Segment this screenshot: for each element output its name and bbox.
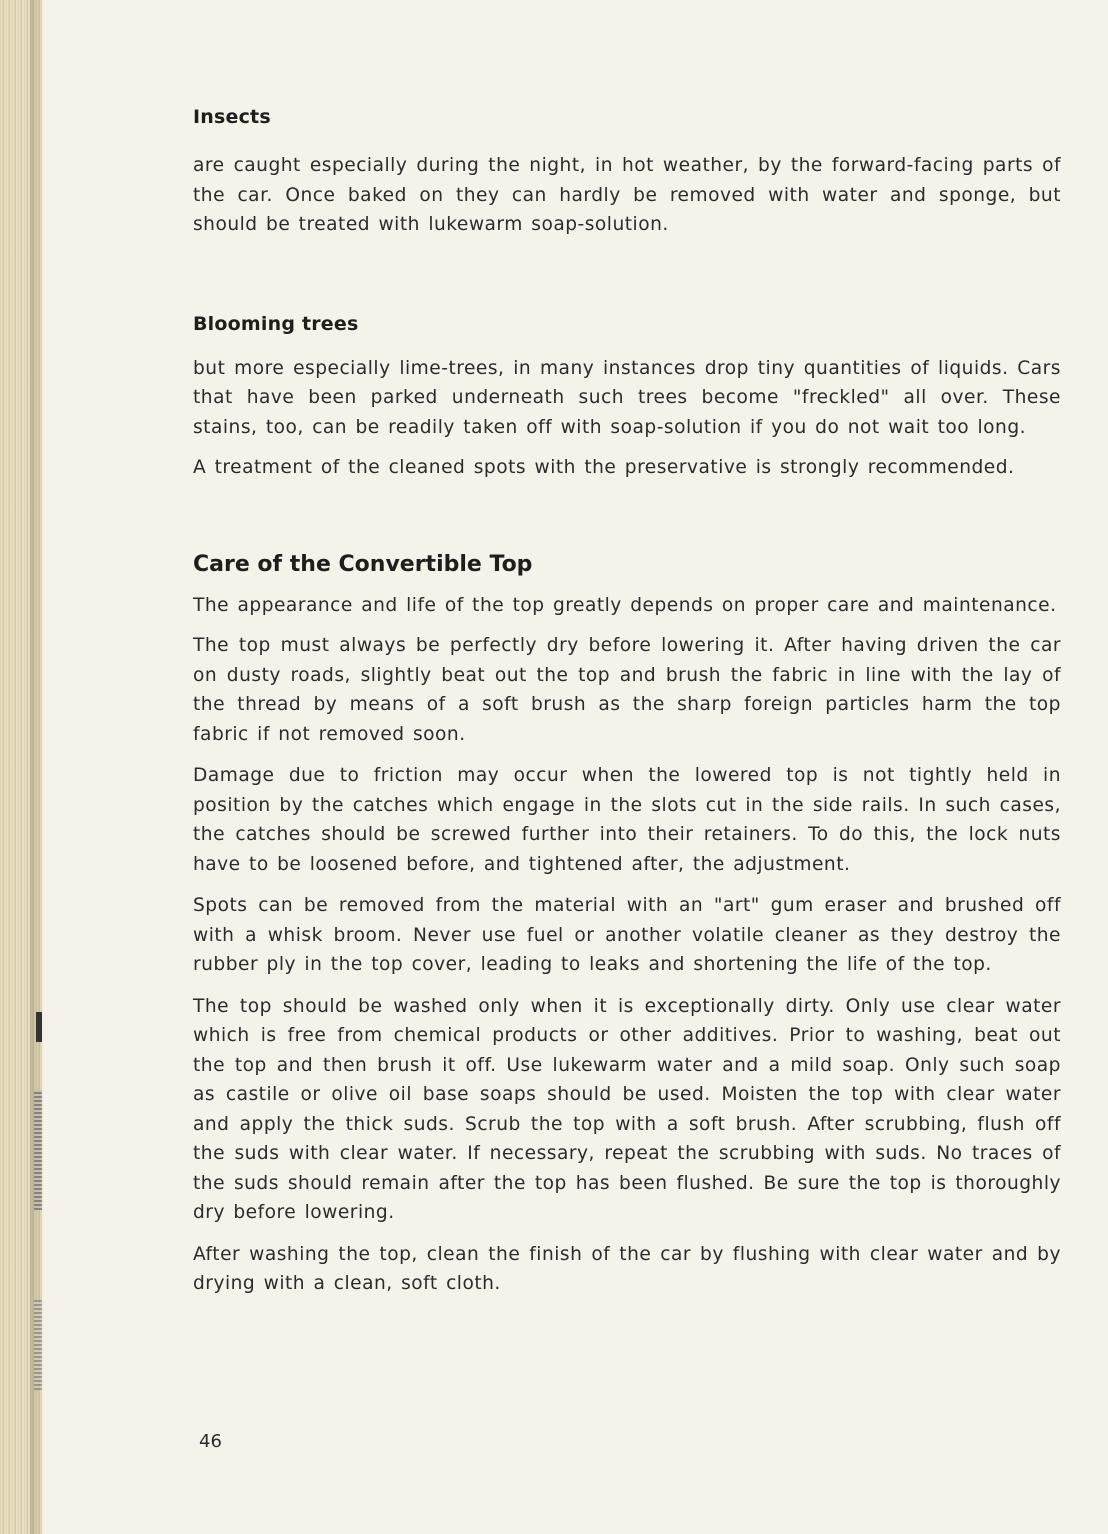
paragraph-top-spots: Spots can be removed from the material with an "art" gum eraser and brushed off with a whisk broom. Never use fuel or another volatile cleaner as they destroy the rubber ply in the top cover, leading to leaks and shortening the life of the top. [193,895,1061,975]
edge-mark [34,1300,42,1390]
page-edge-stack [0,0,42,1534]
paragraph-blooming-trees: but more especially lime-trees, in many instances drop tiny quantities of liquids. Cars that have been parked underneath such trees become "freckled" all over. These stains, too, can be readily taken off with soap-solution if you do not wait too long. [193,357,1061,438]
paragraph-top-friction: Damage due to friction may occur when the lowered top is not tightly held in position by the catches which engage in the slots cut in the side rails. In such cases, the catches should be screwed further into their retainers. To do this, the lock nuts have to be loosened before, and tightened after, the adjustment. [193,765,1061,875]
paragraph-top-dry: The top must always be perfectly dry before lowering it. After having driven the car on dusty roads, slightly beat out the top and brush the fabric in line with the lay of the thread by means of a soft brush as the sharp foreign particles harm the top fabric if not removed soon. [193,635,1061,745]
paragraph-top-washing: The top should be washed only when it is exceptionally dirty. Only use clear water which is free from chemical products or other additives. Prior to washing, beat out the top and then brush it off. Use lukewarm water and a mild soap. Only such soap as castile or olive oil base soaps should be used. Moisten the top with clear water and apply the thick suds. Scrub the top with a soft brush. After scrubbing, flush off the suds with clear water. If necessary, repeat the scrubbing with suds. No traces of the suds should remain after the top has been flushed. Be sure the top is thoroughly dry before lowering. [193,995,1061,1223]
paragraph-top-care-intro: The appearance and life of the top greatly depends on proper care and maintenance. [193,594,1057,616]
page-content [193,106,1061,1299]
page-number: 46 [199,1431,222,1452]
edge-mark [36,1012,42,1042]
paragraph-preservative: A treatment of the cleaned spots with the preservative is strongly recommended. [193,457,1015,478]
heading-convertible-top: Care of the Convertible Top [193,551,533,577]
heading-insects: Insects [193,106,271,128]
edge-mark [34,1090,42,1210]
paragraph-top-after-washing: After washing the top, clean the finish of the car by flushing with clear water and by drying with a clean, soft cloth. [193,1243,1061,1294]
paragraph-insects: are caught especially during the night, in hot weather, by the forward-facing parts of the car. Once baked on they can hardly be removed with water and sponge, but should be treated with lukewarm soap-solution. [193,155,1061,235]
heading-blooming-trees: Blooming trees [193,312,359,335]
